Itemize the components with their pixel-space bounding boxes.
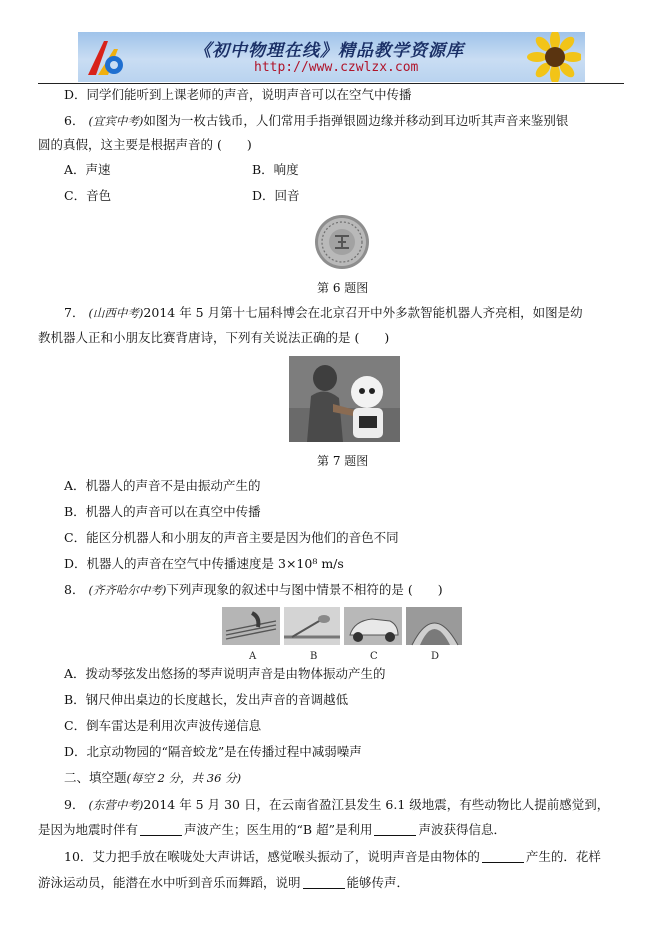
q10-blank-1[interactable] bbox=[482, 850, 524, 863]
q8-text: 下列声现象的叙述中与图中情景不相符的是 ( ) bbox=[166, 582, 443, 597]
fig7-caption: 第 7 题图 bbox=[317, 454, 369, 468]
q9-line1 bbox=[64, 797, 609, 813]
q10-text2b: 能够传声． bbox=[346, 875, 410, 890]
q7-option-d: D．机器人的声音在空气中传播速度是 3×10⁸ m/s bbox=[64, 556, 344, 571]
q7-text1: 2014 年 5 月第十七届科博会在北京召开中外多款智能机器人齐亮相，如图是幼 bbox=[143, 305, 583, 320]
q7-option-b: B．机器人的声音可以在真空中传播 bbox=[64, 504, 261, 519]
q10-blank-2[interactable] bbox=[303, 876, 345, 889]
section2-title: 二、填空题 bbox=[64, 770, 127, 785]
section2-note: (每空 2 分，共 36 分) bbox=[126, 771, 242, 785]
q6-source: (宜宾中考) bbox=[88, 114, 144, 128]
q6-option-c: C．音色 bbox=[64, 188, 112, 203]
fig8-panel-b bbox=[284, 607, 340, 645]
fig6-caption: 第 6 题图 bbox=[317, 281, 369, 295]
robot-photo bbox=[289, 356, 400, 442]
fig8-label-c: C bbox=[370, 651, 378, 662]
q7-number: 7． bbox=[64, 305, 85, 320]
q9-text1: 2014 年 5 月 30 日，在云南省盈江县发生 6.1 级地震，有些动物比人提前感觉到， bbox=[143, 797, 610, 812]
q8-option-c: C．倒车雷达是利用次声波传递信息 bbox=[64, 718, 262, 733]
header-rule bbox=[38, 83, 624, 84]
q9-blank-1[interactable] bbox=[140, 823, 182, 836]
q8-source: (齐齐哈尔中考) bbox=[88, 583, 167, 597]
site-url[interactable]: http://www.czwlzx.com bbox=[254, 60, 419, 75]
q6-line2: 圆的真假，这主要是根据声音的 ( ) bbox=[38, 137, 252, 152]
site-logo-icon bbox=[84, 35, 130, 79]
q9-number: 9． bbox=[64, 797, 85, 812]
fig8-label-d: D bbox=[431, 651, 440, 662]
q6-text1: 如图为一枚古钱币，人们常用手指弹银圆边缘并移动到耳边听其声音来鉴别银 bbox=[143, 113, 569, 128]
q5-option-d: D．同学们能听到上课老师的声音，说明声音可以在空气中传播 bbox=[64, 87, 412, 102]
q9-text2b: 声波产生；医生用的“B 超”是利用 bbox=[184, 822, 373, 837]
fig8-label-a: A bbox=[249, 651, 257, 662]
q10-line2 bbox=[38, 875, 409, 891]
coin-image bbox=[314, 214, 370, 270]
fig8-panel-c bbox=[344, 607, 402, 645]
q7-option-a: A．机器人的声音不是由振动产生的 bbox=[64, 478, 261, 493]
q8-option-b: B．钢尺伸出桌边的长度越长，发出声音的音调越低 bbox=[64, 692, 349, 707]
q9-line2 bbox=[38, 822, 506, 838]
q8-figure-strip bbox=[222, 607, 462, 663]
q7-line1 bbox=[64, 305, 583, 321]
site-name: 《初中物理在线》精品教学资源库 bbox=[194, 41, 464, 61]
q6-option-b: B．响度 bbox=[252, 162, 299, 177]
q7-source: (山西中考) bbox=[88, 306, 144, 320]
q7-option-c: C．能区分机器人和小朋友的声音主要是因为他们的音色不同 bbox=[64, 530, 399, 545]
q6-line1 bbox=[64, 113, 568, 129]
q9-blank-2[interactable] bbox=[374, 823, 416, 836]
q9-text2a: 是因为地震时伴有 bbox=[38, 822, 139, 837]
q8-option-a: A．拨动琴弦发出悠扬的琴声说明声音是由物体振动产生的 bbox=[64, 666, 386, 681]
q9-source: (东营中考) bbox=[88, 798, 144, 812]
q7-line2: 教机器人正和小朋友比赛背唐诗，下列有关说法正确的是 ( ) bbox=[38, 330, 390, 345]
q9-text2c: 声波获得信息． bbox=[418, 822, 506, 837]
q10-text1b: 产生的．花样 bbox=[525, 849, 601, 864]
q6-option-a: A．声速 bbox=[64, 162, 111, 177]
q10-text2a: 游泳运动员，能潜在水中听到音乐而舞蹈，说明 bbox=[38, 875, 301, 890]
fig8-label-b: B bbox=[310, 651, 318, 662]
q8-number: 8． bbox=[64, 582, 85, 597]
q8-option-d: D．北京动物园的“隔音蛟龙”是在传播过程中减弱噪声 bbox=[64, 744, 362, 759]
fig8-panel-a bbox=[222, 607, 280, 645]
q8-line1 bbox=[64, 582, 443, 598]
fig8-panel-d bbox=[406, 607, 462, 645]
section2-heading bbox=[64, 770, 241, 786]
sunflower-icon bbox=[519, 32, 581, 82]
q10-text1a: 10．艾力把手放在喉咙处大声讲话，感觉喉头振动了，说明声音是由物体的 bbox=[64, 849, 480, 864]
q6-number: 6． bbox=[64, 113, 85, 128]
header-banner bbox=[78, 32, 585, 82]
q10-line1 bbox=[64, 849, 601, 865]
q6-option-d: D．回音 bbox=[252, 188, 300, 203]
